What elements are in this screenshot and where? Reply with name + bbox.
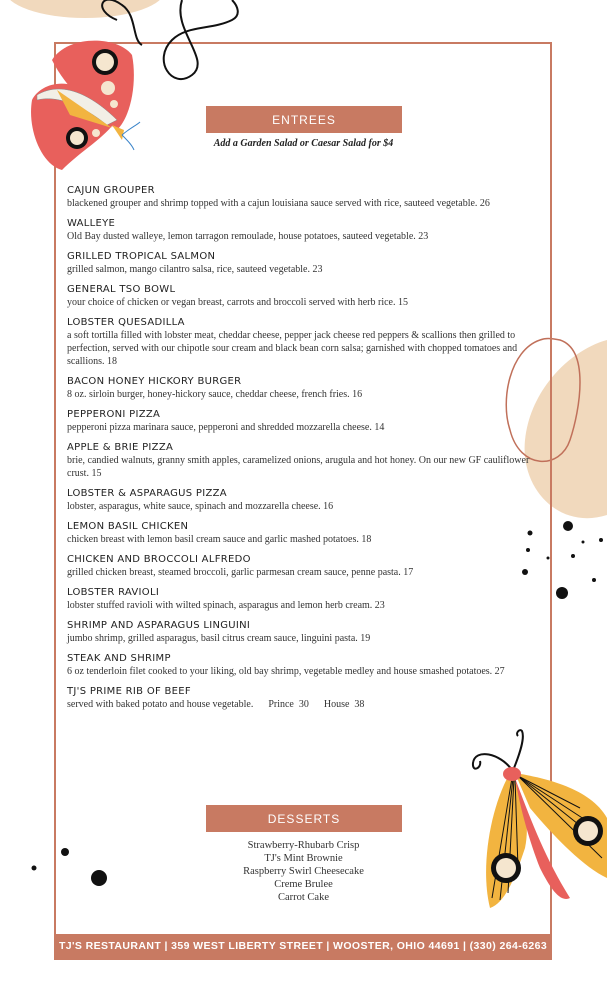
menu-item-name: BACON HONEY HICKORY BURGER <box>67 376 242 387</box>
menu-item-name: TJ'S PRIME RIB OF BEEF <box>67 686 191 697</box>
menu-item <box>67 283 537 309</box>
dessert-item: Strawberry-Rhubarb Crisp <box>247 840 360 851</box>
footer-text: TJ'S RESTAURANT | 359 WEST LIBERTY STREET | WOOSTER, OHIO 44691 | (330) 264-6263 <box>58 940 548 952</box>
menu-item-description: your choice of chicken or vegan breast, carrots and broccoli served with herb rice. 15 <box>67 297 408 308</box>
menu-item <box>67 316 537 368</box>
menu-item-name: GENERAL TSO BOWL <box>67 284 176 295</box>
menu-item-name: LEMON BASIL CHICKEN <box>67 521 189 532</box>
menu-item-description: jumbo shrimp, grilled asparagus, basil citrus cream sauce, linguini pasta. 19 <box>67 633 371 644</box>
menu-item <box>67 250 537 276</box>
menu-item-name: CAJUN GROUPER <box>67 185 155 196</box>
menu-item-name: WALLEYE <box>67 218 116 229</box>
entrees-subtitle: Add a Garden Salad or Caesar Salad for $4 <box>213 138 394 149</box>
menu-item-description: grilled chicken breast, steamed broccoli, garlic parmesan cream sauce, penne pasta. 17 <box>67 567 414 578</box>
entrees-banner <box>206 106 402 133</box>
menu-item-name: LOBSTER RAVIOLI <box>67 587 160 598</box>
menu-item-description: lobster, asparagus, white sauce, spinach and mozzarella cheese. 16 <box>67 501 334 512</box>
menu-item <box>67 487 537 513</box>
menu-item <box>67 375 537 401</box>
desserts-list <box>0 839 607 904</box>
menu-item <box>67 553 537 579</box>
menu-item-name: STEAK AND SHRIMP <box>67 653 171 664</box>
moth-icon-top-left <box>22 0 242 180</box>
dessert-item: TJ's Mint Brownie <box>264 853 343 864</box>
menu-item-description: pepperoni pizza marinara sauce, pepperoni and shredded mozzarella cheese. 14 <box>67 422 385 433</box>
menu-item-description: lobster stuffed ravioli with wilted spinach, asparagus and lemon herb cream. 23 <box>67 600 385 611</box>
menu-item <box>67 184 537 210</box>
menu-item-description: grilled salmon, mango cilantro salsa, rice, sauteed vegetable. 23 <box>67 264 323 275</box>
menu-item-description: Old Bay dusted walleye, lemon tarragon remoulade, house potatoes, sauteed vegetable. 23 <box>67 231 429 242</box>
menu-item-name: CHICKEN AND BROCCOLI ALFREDO <box>67 554 251 565</box>
menu-item <box>67 441 537 480</box>
menu-item <box>67 217 537 243</box>
menu-item <box>67 619 537 645</box>
menu-item <box>67 408 537 434</box>
entrees-list <box>67 184 537 718</box>
entrees-title: ENTREES <box>272 112 336 127</box>
menu-item <box>67 520 537 546</box>
desserts-banner <box>206 805 402 832</box>
menu-item-description: 8 oz. sirloin burger, honey-hickory sauce, cheddar cheese, french fries. 16 <box>67 389 363 400</box>
menu-item-description: served with baked potato and house vegetable. Prince 30 House 38 <box>67 699 365 710</box>
dessert-item: Carrot Cake <box>277 892 330 903</box>
desserts-title: DESSERTS <box>267 811 341 826</box>
footer-contact-bar <box>54 934 552 958</box>
menu-item-name: PEPPERONI PIZZA <box>67 409 161 420</box>
menu-item-description: a soft tortilla filled with lobster meat, cheddar cheese, pepper jack cheese red peppers & scallions then grilled to perfection, served with our chipotle sour cream and black bean corn salsa; garnished with chopped tomatoes and scallions. 18 <box>67 330 518 367</box>
menu-item <box>67 685 537 711</box>
menu-item-description: chicken breast with lemon basil cream sauce and garlic mashed potatoes. 18 <box>67 534 372 545</box>
menu-item-name: LOBSTER & ASPARAGUS PIZZA <box>67 488 227 499</box>
menu-item <box>67 652 537 678</box>
menu-item-name: LOBSTER QUESADILLA <box>67 317 185 328</box>
menu-item-description: blackened grouper and shrimp topped with a cajun louisiana sauce served with rice, sauteed vegetable. 26 <box>67 198 490 209</box>
menu-item-name: GRILLED TROPICAL SALMON <box>67 251 216 262</box>
menu-item-name: APPLE & BRIE PIZZA <box>67 442 174 453</box>
menu-item-name: SHRIMP AND ASPARAGUS LINGUINI <box>67 620 251 631</box>
menu-item-description: brie, candied walnuts, granny smith apples, caramelized onions, arugula and hot honey. On our new GF cauliflower crust. 15 <box>67 455 530 479</box>
menu-item <box>67 586 537 612</box>
dessert-item: Raspberry Swirl Cheesecake <box>243 866 364 877</box>
dessert-item: Creme Brulee <box>274 879 333 890</box>
menu-item-description: 6 oz tenderloin filet cooked to your liking, old bay shrimp, vegetable medley and house smashed potatoes. 27 <box>67 666 505 677</box>
